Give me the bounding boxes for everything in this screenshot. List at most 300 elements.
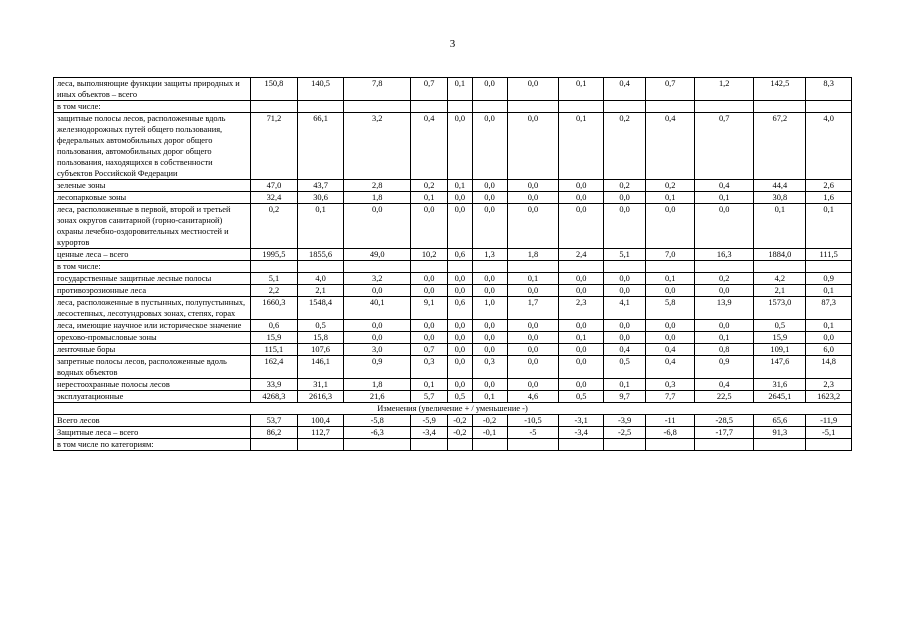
table-cell [754,101,806,113]
table-cell: 0,3 [411,356,448,379]
row-label: леса, выполняющие функции защиты природных и иных объектов – всего [54,78,251,101]
table-cell: 0,1 [806,204,852,249]
table-cell: 0,0 [472,379,507,391]
table-cell: 0,2 [411,180,448,192]
table-cell: 0,1 [411,379,448,391]
table-cell: 1995,5 [251,249,298,261]
table-cell: 31,6 [754,379,806,391]
table-cell: 4,0 [297,273,344,285]
table-cell: 0,0 [559,204,604,249]
table-cell: 0,0 [559,180,604,192]
table-cell: 0,0 [559,320,604,332]
table-cell: 0,6 [251,320,298,332]
table-cell [448,261,472,273]
table-row [54,192,852,204]
table-cell: 0,8 [695,344,754,356]
table-cell: 115,1 [251,344,298,356]
table-cell: 4,2 [754,273,806,285]
table-cell [695,101,754,113]
table-cell [559,439,604,451]
row-label: ленточные боры [54,344,251,356]
table-cell [251,261,298,273]
table-cell: 9,7 [603,391,645,403]
table-cell: 0,0 [411,285,448,297]
table-cell: 15,9 [251,332,298,344]
table-cell: 0,0 [448,285,472,297]
table-cell: 112,7 [297,427,344,439]
table-cell: 0,0 [448,379,472,391]
table-cell: 2,3 [806,379,852,391]
table-cell: 1548,4 [297,297,344,320]
table-row [54,261,852,273]
table-body [54,78,852,451]
table-cell: 0,5 [754,320,806,332]
table-cell [603,261,645,273]
table-cell: 0,0 [448,273,472,285]
table-cell: 5,7 [411,391,448,403]
table-cell: -28,5 [695,415,754,427]
row-label: государственные защитные лесные полосы [54,273,251,285]
table-cell: 53,7 [251,415,298,427]
table-cell: 0,1 [472,391,507,403]
row-label: противоэрозионные леса [54,285,251,297]
table-cell: 0,1 [559,113,604,180]
table-cell: 0,1 [695,192,754,204]
table-row [54,101,852,113]
table-cell: 1,8 [344,379,411,391]
row-label: запретные полосы лесов, расположенные вдоль водных объектов [54,356,251,379]
table-cell: 140,5 [297,78,344,101]
table-row [54,249,852,261]
table-cell: 0,0 [603,273,645,285]
table-cell: 0,0 [472,204,507,249]
table-cell: 0,0 [559,379,604,391]
table-cell: 0,2 [603,180,645,192]
table-cell: 109,1 [754,344,806,356]
table-cell: 0,0 [507,356,559,379]
table-cell [297,439,344,451]
table-cell: -0,2 [448,427,472,439]
table-cell: 0,1 [806,320,852,332]
table-cell [806,101,852,113]
row-label: в том числе: [54,261,251,273]
table-cell: 5,1 [603,249,645,261]
table-cell: -5,1 [806,427,852,439]
table-cell: 0,6 [448,297,472,320]
table-cell: 3,2 [344,113,411,180]
table-cell: 0,0 [507,332,559,344]
table-row [54,391,852,403]
table-cell [559,261,604,273]
table-cell: 5,8 [646,297,695,320]
table-cell: 0,0 [559,356,604,379]
table-cell: 1855,6 [297,249,344,261]
table-cell: 1,2 [695,78,754,101]
table-cell: 0,0 [507,180,559,192]
table-cell: 0,1 [507,273,559,285]
table-cell: 4268,3 [251,391,298,403]
table-cell [507,101,559,113]
table-cell: 0,0 [507,204,559,249]
table-cell: 9,1 [411,297,448,320]
table-cell: 22,5 [695,391,754,403]
table-cell: 0,9 [344,356,411,379]
table-cell: 44,4 [754,180,806,192]
table-row [54,427,852,439]
table-cell: 0,0 [448,320,472,332]
table-cell: 0,0 [507,78,559,101]
table-cell: 7,8 [344,78,411,101]
table-cell: 2616,3 [297,391,344,403]
forest-data-table [53,77,852,451]
table-cell: 66,1 [297,113,344,180]
row-label: в том числе по категориям: [54,439,251,451]
section-header-row [54,403,852,415]
table-cell [448,439,472,451]
table-cell [297,101,344,113]
table-cell: 2645,1 [754,391,806,403]
table-cell [507,439,559,451]
table-cell: 1884,0 [754,249,806,261]
table-cell: -3,1 [559,415,604,427]
table-cell: 0,0 [559,285,604,297]
table-cell: 0,0 [507,344,559,356]
row-label: Защитные леса – всего [54,427,251,439]
table-cell [806,439,852,451]
table-cell: 0,4 [646,113,695,180]
table-cell: 7,7 [646,391,695,403]
table-cell: 15,9 [754,332,806,344]
table-cell [695,439,754,451]
table-cell: 87,3 [806,297,852,320]
table-cell: 0,6 [448,249,472,261]
table-cell: 0,7 [646,78,695,101]
table-cell: 30,6 [297,192,344,204]
table-row [54,113,852,180]
table-cell: 32,4 [251,192,298,204]
table-cell: 0,1 [448,78,472,101]
table-cell: 6,0 [806,344,852,356]
table-cell: 8,3 [806,78,852,101]
row-label: нерестоохранные полосы лесов [54,379,251,391]
table-cell: 0,0 [411,320,448,332]
table-cell: 0,0 [448,344,472,356]
table-cell: 2,3 [559,297,604,320]
table-cell: 0,0 [448,356,472,379]
table-row [54,297,852,320]
table-cell: 1,8 [344,192,411,204]
table-cell: -0,2 [472,415,507,427]
table-cell [646,101,695,113]
table-row [54,379,852,391]
table-cell: 43,7 [297,180,344,192]
table-cell: 0,4 [695,379,754,391]
table-cell: 2,4 [559,249,604,261]
table-cell: 0,1 [603,379,645,391]
table-cell: 0,4 [646,356,695,379]
table-cell: 111,5 [806,249,852,261]
table-cell: -11 [646,415,695,427]
table-cell [646,261,695,273]
table-cell: 100,4 [297,415,344,427]
table-cell: 0,4 [411,113,448,180]
table-cell: 5,1 [251,273,298,285]
row-label: эксплуатационные [54,391,251,403]
table-cell: 1660,3 [251,297,298,320]
table-cell: 0,0 [806,332,852,344]
table-cell: 0,4 [603,344,645,356]
row-label: леса, расположенные в пустынных, полупустынных, лесостепных, лесотундровых зонах, степях, горах [54,297,251,320]
table-cell: 0,0 [472,273,507,285]
table-cell: 0,0 [344,320,411,332]
table-cell [411,101,448,113]
table-cell: 0,0 [507,379,559,391]
table-cell: 0,0 [448,113,472,180]
table-cell: 0,0 [472,344,507,356]
table-cell: 142,5 [754,78,806,101]
table-cell: 0,0 [448,192,472,204]
table-cell: -2,5 [603,427,645,439]
table-cell: 4,6 [507,391,559,403]
table-cell: 1,7 [507,297,559,320]
table-cell: 0,1 [559,78,604,101]
table-cell [603,101,645,113]
table-cell: 0,0 [646,332,695,344]
table-cell: 67,2 [754,113,806,180]
table-cell: 0,5 [603,356,645,379]
table-cell [344,101,411,113]
table-cell: -3,9 [603,415,645,427]
table-cell: 0,0 [448,332,472,344]
table-cell: 0,4 [695,180,754,192]
table-cell: 0,4 [646,344,695,356]
table-cell: 7,0 [646,249,695,261]
table-cell: 0,0 [344,332,411,344]
table-cell: -3,4 [411,427,448,439]
table-cell [806,261,852,273]
table-cell [448,101,472,113]
table-cell: 0,1 [806,285,852,297]
table-cell: 0,3 [646,379,695,391]
table-cell [251,439,298,451]
table-cell: 0,7 [411,344,448,356]
table-cell: 0,0 [472,78,507,101]
table-row [54,273,852,285]
table-cell: 146,1 [297,356,344,379]
section-header: Изменения (увеличение + / уменьшение -) [54,403,852,415]
table-cell: 2,6 [806,180,852,192]
table-cell [297,261,344,273]
table-cell [559,101,604,113]
table-cell: 16,3 [695,249,754,261]
table-cell: 2,1 [297,285,344,297]
table-cell: 49,0 [344,249,411,261]
table-cell: 0,0 [507,285,559,297]
table-cell: 0,0 [411,273,448,285]
table-cell: 0,0 [507,192,559,204]
table-cell: -5,8 [344,415,411,427]
table-cell: 0,0 [559,273,604,285]
table-cell [754,439,806,451]
table-cell: 0,0 [411,204,448,249]
table-cell: 0,0 [344,204,411,249]
table-cell: 1573,0 [754,297,806,320]
table-cell: 0,0 [507,113,559,180]
table-cell: 31,1 [297,379,344,391]
table-cell: 0,0 [472,180,507,192]
table-cell: 0,2 [695,273,754,285]
table-cell: 0,9 [695,356,754,379]
row-label: защитные полосы лесов, расположенные вдоль железнодорожных путей общего пользования, федеральных автомобильных дорог общего пользования, автомобильных дорог общего пользования, находящихся в собственности субъектов Российской Федерации [54,113,251,180]
table-cell: 0,0 [472,192,507,204]
table-cell: 0,0 [448,204,472,249]
table-cell: 40,1 [344,297,411,320]
row-label: орехово-промысловые зоны [54,332,251,344]
table-cell: 0,0 [603,285,645,297]
table-cell: -0,1 [472,427,507,439]
table-cell: 0,1 [695,332,754,344]
table-cell: -5,9 [411,415,448,427]
table-cell: 0,0 [559,344,604,356]
table-cell: 150,8 [251,78,298,101]
table-cell [603,439,645,451]
table-cell: 4,1 [603,297,645,320]
row-label: леса, расположенные в первой, второй и третьей зонах округов санитарной (горно-санитарной) охраны лечебно-оздоровительных местностей и курортов [54,204,251,249]
table-cell: 0,5 [559,391,604,403]
table-cell: 33,9 [251,379,298,391]
table-cell: 0,7 [695,113,754,180]
table-cell [251,101,298,113]
table-row [54,320,852,332]
table-cell: 3,2 [344,273,411,285]
table-cell: 30,8 [754,192,806,204]
table-cell: 0,0 [603,192,645,204]
table-cell: 147,6 [754,356,806,379]
table-cell: 0,2 [646,180,695,192]
table-row [54,332,852,344]
table-cell [507,261,559,273]
table-cell: 0,1 [559,332,604,344]
table-cell [344,439,411,451]
row-label: лесопарковые зоны [54,192,251,204]
table-cell: -11,9 [806,415,852,427]
table-cell: 1,0 [472,297,507,320]
table-cell: 1623,2 [806,391,852,403]
table-cell: 0,0 [695,204,754,249]
table-cell: -10,5 [507,415,559,427]
table-cell: 2,1 [754,285,806,297]
table-cell: 0,0 [472,285,507,297]
table-cell: 0,3 [472,356,507,379]
table-cell: 2,2 [251,285,298,297]
table-cell: 65,6 [754,415,806,427]
table-row [54,180,852,192]
table-cell: 0,7 [411,78,448,101]
table-cell [411,439,448,451]
table-cell: 0,0 [472,320,507,332]
table-cell: 0,0 [646,320,695,332]
row-label: леса, имеющие научное или историческое значение [54,320,251,332]
table-cell: 1,3 [472,249,507,261]
table-cell: 0,5 [297,320,344,332]
table-row [54,204,852,249]
table-cell: 0,0 [472,113,507,180]
table-cell [754,261,806,273]
table-cell: -5 [507,427,559,439]
table-cell: 0,0 [559,192,604,204]
table-cell: 0,4 [603,78,645,101]
table-cell: 0,0 [507,320,559,332]
table-cell: 0,0 [695,285,754,297]
table-cell: 107,6 [297,344,344,356]
table-row [54,415,852,427]
table-cell: 0,0 [344,285,411,297]
table-cell: 0,0 [695,320,754,332]
table-cell: -0,2 [448,415,472,427]
table-cell: -6,8 [646,427,695,439]
table-row [54,344,852,356]
table-cell [472,439,507,451]
table-cell: 0,1 [297,204,344,249]
table-row [54,439,852,451]
table-cell: 0,1 [646,192,695,204]
table-cell: 0,0 [603,332,645,344]
table-row [54,356,852,379]
table-cell: 10,2 [411,249,448,261]
table-cell: 162,4 [251,356,298,379]
table-cell: 47,0 [251,180,298,192]
table-cell: 86,2 [251,427,298,439]
table-cell [344,261,411,273]
table-cell: -6,3 [344,427,411,439]
table-cell: 0,0 [646,285,695,297]
table-cell [472,261,507,273]
table-cell: 0,2 [603,113,645,180]
table-cell: 0,0 [472,332,507,344]
row-label: ценные леса – всего [54,249,251,261]
table-row [54,78,852,101]
table-cell: 1,6 [806,192,852,204]
table-cell: 0,1 [411,192,448,204]
table-cell: 21,6 [344,391,411,403]
table-cell: 2,8 [344,180,411,192]
table-cell: -3,4 [559,427,604,439]
table-cell: 0,1 [754,204,806,249]
table-cell: 1,8 [507,249,559,261]
table-cell: 0,1 [448,180,472,192]
table-cell [472,101,507,113]
table-cell [646,439,695,451]
table-cell: 71,2 [251,113,298,180]
row-label: зеленые зоны [54,180,251,192]
table-cell: 13,9 [695,297,754,320]
table-row [54,285,852,297]
table-cell: 0,2 [251,204,298,249]
table-cell: 0,0 [603,320,645,332]
table-cell [695,261,754,273]
table-cell [411,261,448,273]
table-cell: 91,3 [754,427,806,439]
table-cell: 14,8 [806,356,852,379]
table-cell: -17,7 [695,427,754,439]
table-cell: 3,0 [344,344,411,356]
table-cell: 0,0 [411,332,448,344]
table-cell: 0,0 [603,204,645,249]
table-cell: 15,8 [297,332,344,344]
table-cell: 4,0 [806,113,852,180]
table-cell: 0,9 [806,273,852,285]
page-number: 3 [449,38,456,50]
